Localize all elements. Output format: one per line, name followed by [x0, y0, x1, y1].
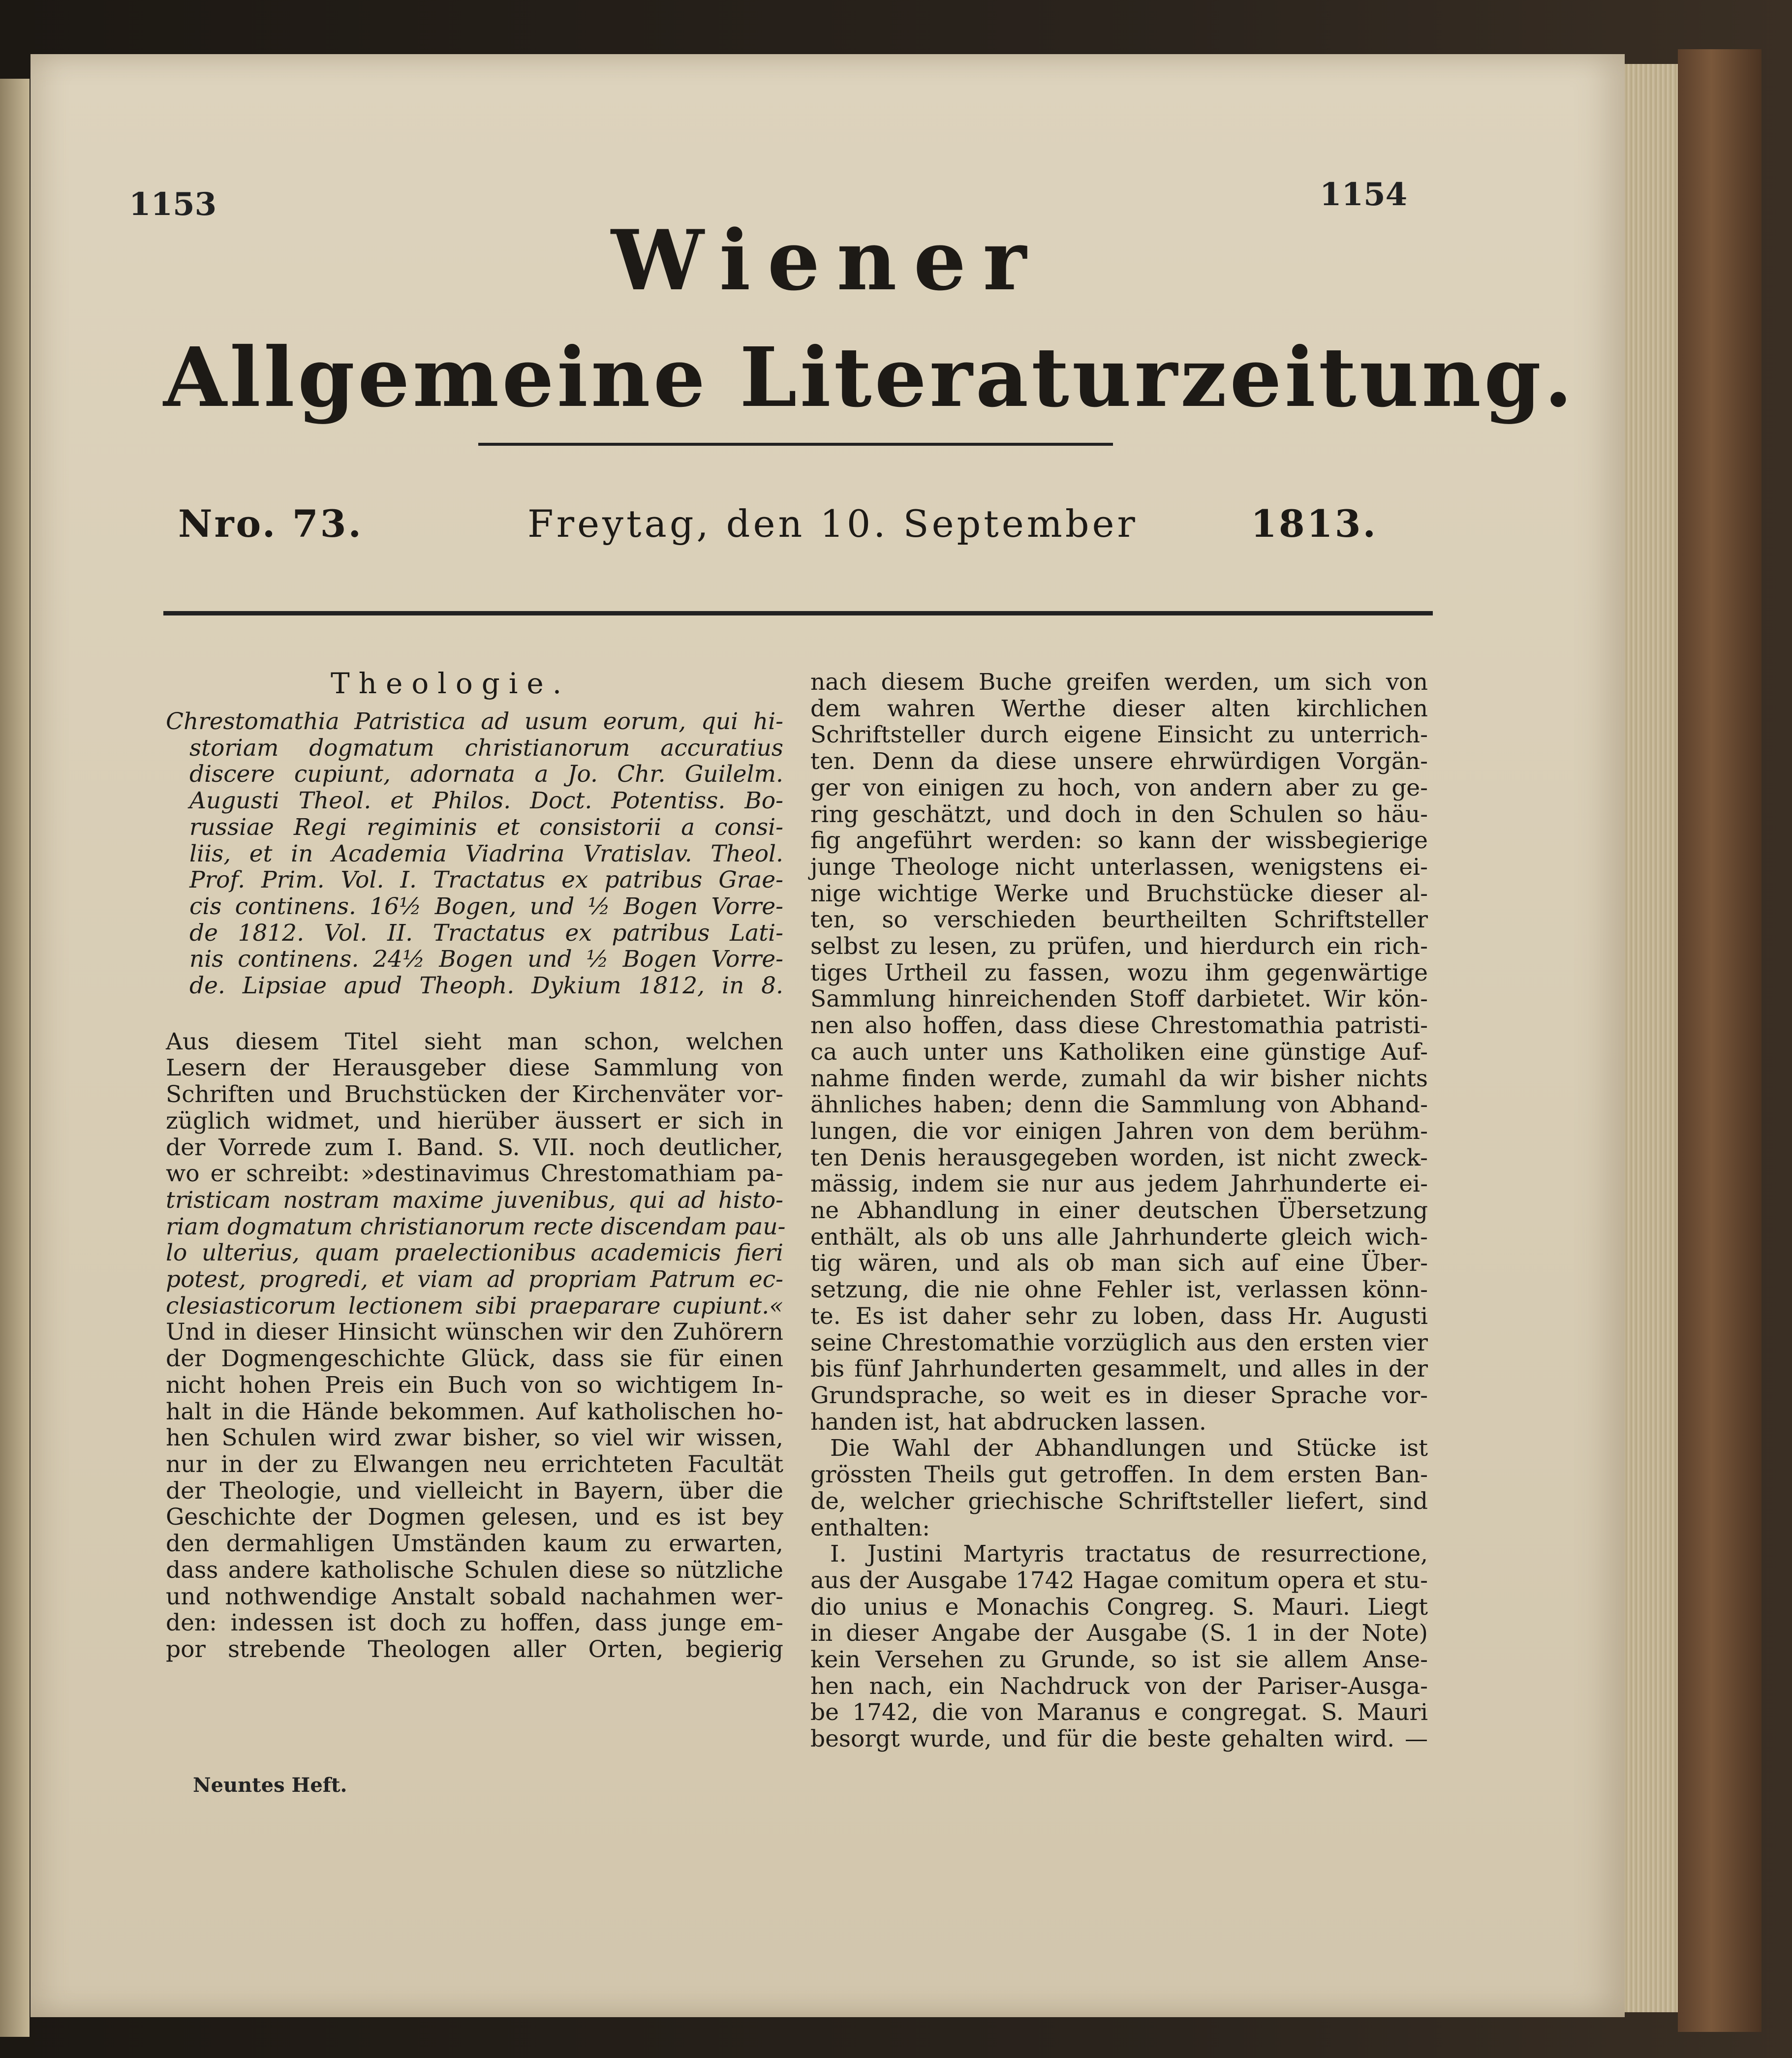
body-line: nicht hohen Preis ein Buch von so wichtigem In-: [166, 1371, 783, 1399]
masthead-title-line1: Wiener: [611, 212, 1043, 309]
body-line: nur in der zu Elwangen neu errichteten Facultät: [166, 1450, 783, 1478]
left-column: [166, 708, 786, 1663]
body-line: der Theologie, und vielleicht in Bayern, über die: [166, 1477, 783, 1505]
body-line: mässig, indem sie nur aus jedem Jahrhunderte ei-: [810, 1170, 1428, 1198]
book-spine: [1678, 49, 1761, 2032]
body-line: wo er schreibt: »destinavimus Chrestomathiam pa-: [166, 1160, 783, 1188]
body-line: nige wichtige Werke und Bruchstücke dieser al-: [810, 880, 1428, 907]
page-number-right: 1154: [1320, 176, 1408, 213]
book-title-line: storiam dogmatum christianorum accuratius: [189, 734, 783, 762]
body-line: ten, so verschieden beurtheilten Schriftsteller: [810, 906, 1428, 934]
body-line: ger von einigen zu hoch, von andern aber zu ge-: [810, 774, 1428, 801]
book-title-line: discere cupiunt, adornata a Jo. Chr. Guilelm.: [189, 761, 783, 788]
body-line: nen also hoffen, dass diese Chrestomathia patristi-: [810, 1012, 1428, 1040]
body-line: hen Schulen wird zwar bisher, so viel wir wissen,: [166, 1424, 783, 1452]
body-line: und nothwendige Anstalt sobald nachahmen wer-: [166, 1583, 783, 1610]
right-column: [810, 669, 1428, 1752]
body-line: ring geschätzt, und doch in den Schulen so häu-: [810, 800, 1428, 828]
body-line: Lesern der Herausgeber diese Sammlung von: [166, 1054, 783, 1082]
body-line: de, welcher griechische Schriftsteller liefert, sind: [810, 1487, 1428, 1515]
body-line: züglich widmet, und hierüber äussert er sich in: [166, 1107, 783, 1135]
body-line: junge Theologe nicht unterlassen, wenigstens ei-: [810, 853, 1428, 881]
body-line: hen nach, ein Nachdruck von der Pariser-Ausga-: [810, 1672, 1428, 1700]
body-line: ten Denis herausgegeben worden, ist nicht zweck-: [810, 1144, 1428, 1171]
body-line: besorgt wurde, und für die beste gehalten wird. —: [810, 1725, 1428, 1753]
previous-page-edge: [0, 79, 30, 2037]
body-line: tig wären, und als ob man sich auf eine Über-: [810, 1250, 1428, 1277]
book-title-entry: [166, 708, 783, 999]
body-line: dem wahren Werthe dieser alten kirchlichen: [810, 695, 1428, 722]
body-line: ne Abhandlung in einer deutschen Übersetzung: [810, 1197, 1428, 1225]
body-line: Aus diesem Titel sieht man schon, welchen: [166, 1028, 783, 1055]
body-line: in dieser Angabe der Ausgabe (S. 1 in der Note): [810, 1620, 1428, 1647]
body-line: dass andere katholische Schulen diese so nützliche: [166, 1556, 783, 1584]
body-line: tristicam nostram maxime juvenibus, qui ad histo-: [166, 1186, 783, 1214]
body-line: der Dogmengeschichte Glück, dass sie für einen: [166, 1345, 783, 1373]
review-body-left: [166, 1028, 786, 1663]
body-line: fig angeführt werden: so kann der wissbegierige: [810, 827, 1428, 855]
body-line: Schriften und Bruchstücken der Kirchenväter vor-: [166, 1081, 783, 1108]
section-heading: Theologie.: [331, 667, 571, 700]
body-line: I. Justini Martyris tractatus de resurrectione,: [830, 1540, 1428, 1568]
signature-mark: Neuntes Heft.: [193, 1774, 347, 1797]
body-line: por strebende Theologen aller Orten, begierig: [166, 1635, 783, 1663]
body-line: potest, progredi, et viam ad propriam Patrum ec-: [166, 1266, 783, 1293]
body-line: lungen, die vor einigen Jahren von dem berühm-: [810, 1117, 1428, 1145]
body-line: ten. Denn da diese unsere ehrwürdigen Vorgän-: [810, 748, 1428, 775]
body-line: Geschichte der Dogmen gelesen, und es ist bey: [166, 1504, 783, 1531]
body-line: Schriftsteller durch eigene Einsicht zu unterrich-: [810, 721, 1428, 749]
body-line: ca auch unter uns Katholiken eine günstige Auf-: [810, 1038, 1428, 1066]
body-line: riam dogmatum christianorum recte discendam pau-: [166, 1213, 786, 1240]
body-line: Und in dieser Hinsicht wünschen wir den Zuhörern: [166, 1319, 783, 1346]
page-number-left: 1153: [129, 186, 217, 223]
body-line: seine Chrestomathie vorzüglich aus den ersten vier: [810, 1329, 1428, 1356]
issue-date: Freytag, den 10. September: [527, 502, 1138, 546]
body-line: setzung, die nie ohne Fehler ist, verlassen könn-: [810, 1276, 1428, 1304]
book-title-line: russiae Regi regiminis et consistorii a consi-: [189, 813, 783, 841]
body-line: bis fünf Jahrhunderten gesammelt, und alles in der: [810, 1355, 1428, 1383]
body-line: enthalten:: [810, 1514, 930, 1541]
body-line: enthält, als ob uns alle Jahrhunderte gleich wich-: [810, 1223, 1428, 1251]
book-title-line: Prof. Prim. Vol. I. Tractatus ex patribus Grae-: [189, 866, 783, 894]
body-line: Sammlung hinreichenden Stoff darbietet. Wir kön-: [810, 985, 1428, 1013]
header-rule: [163, 611, 1433, 615]
journal-page: [31, 54, 1625, 2017]
body-line: clesiasticorum lectionem sibi praeparare cupiunt.«: [166, 1292, 783, 1320]
body-line: Grundsprache, so weit es in dieser Sprache vor-: [810, 1382, 1428, 1409]
body-line: der Vorrede zum I. Band. S. VII. noch deutlicher,: [166, 1134, 783, 1161]
book-title-line: nis continens. 24½ Bogen und ½ Bogen Vorre-: [189, 946, 783, 973]
masthead-rule: [478, 443, 1113, 446]
body-line: den: indessen ist doch zu hoffen, dass junge em-: [166, 1609, 783, 1637]
body-line: selbst zu lesen, zu prüfen, und hierdurch ein rich-: [810, 933, 1428, 960]
body-line: nahme finden werde, zumahl da wir bisher nichts: [810, 1065, 1428, 1092]
body-line: lo ulterius, quam praelectionibus academicis fieri: [166, 1239, 783, 1267]
book-title-line: de 1812. Vol. II. Tractatus ex patribus Lati-: [189, 919, 783, 947]
body-line: handen ist, hat abdrucken lassen.: [810, 1408, 1206, 1436]
book-title-line: cis continens. 16½ Bogen, und ½ Bogen Vorre-: [189, 892, 783, 920]
body-line: nach diesem Buche greifen werden, um sich von: [810, 669, 1428, 696]
body-line: kein Versehen zu Grunde, so ist sie allem Anse-: [810, 1646, 1428, 1674]
issue-number: Nro. 73.: [178, 502, 364, 546]
body-line: den dermahligen Umständen kaum zu erwarten,: [166, 1530, 783, 1558]
book-title-line: Chrestomathia Patristica ad usum eorum, qui hi-: [166, 708, 783, 735]
body-line: halt in die Hände bekommen. Auf katholischen ho-: [166, 1398, 783, 1425]
body-line: dio unius e Monachis Congreg. S. Mauri. Liegt: [810, 1593, 1428, 1621]
issue-year: 1813.: [1251, 502, 1378, 546]
body-line: tiges Urtheil zu fassen, wozu ihm gegenwärtige: [810, 959, 1428, 986]
issue-line: [178, 502, 1408, 556]
body-line: ähnliches haben; denn die Sammlung von Abhand-: [810, 1091, 1428, 1119]
book-title-line: de. Lipsiae apud Theoph. Dykium 1812, in 8.: [189, 972, 783, 1000]
body-line: be 1742, die von Maranus e congregat. S. Mauri: [810, 1699, 1428, 1726]
book-title-line: liis, et in Academia Viadrina Vratislav. Theol.: [189, 840, 783, 867]
body-line: aus der Ausgabe 1742 Hagae comitum opera et stu-: [810, 1567, 1428, 1594]
book-title-line: Augusti Theol. et Philos. Doct. Potentiss. Bo-: [189, 787, 783, 815]
body-line: grössten Theils gut getroffen. In dem ersten Ban-: [810, 1461, 1428, 1489]
masthead-title-line2: Allgemeine Literaturzeitung.: [163, 330, 1576, 426]
body-line: Die Wahl der Abhandlungen und Stücke ist: [830, 1435, 1428, 1462]
body-line: te. Es ist daher sehr zu loben, dass Hr. Augusti: [810, 1302, 1428, 1330]
